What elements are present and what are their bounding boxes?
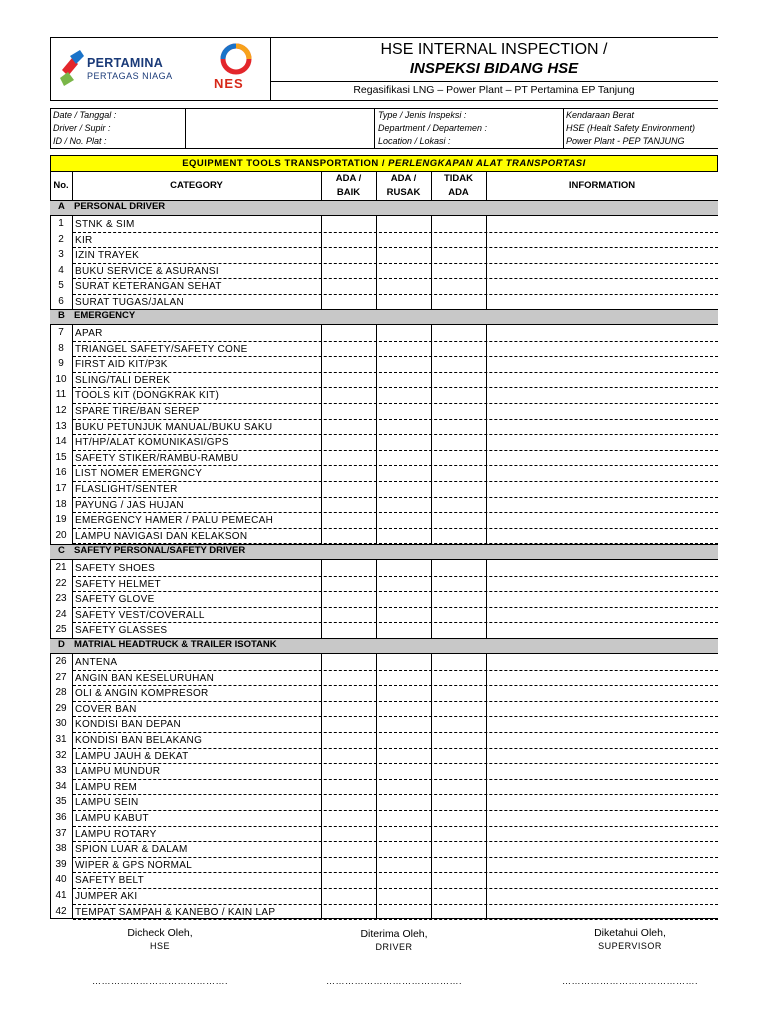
location-label: Location / Lokasi : xyxy=(378,136,451,146)
section-divider xyxy=(50,324,718,325)
row-divider xyxy=(73,247,718,248)
row-category: SAFETY HELMET xyxy=(75,578,161,590)
row-number: 22 xyxy=(55,577,67,589)
info-divider-2 xyxy=(374,108,375,149)
row-category: JUMPER AKI xyxy=(75,891,138,902)
row-category: SURAT KETERANGAN SEHAT xyxy=(75,281,222,293)
logo-sub-text: PERTAGAS NIAGA xyxy=(87,71,173,81)
row-category: TOOLS KIT (DONGKRAK KIT) xyxy=(75,390,220,402)
row-category: SPARE TIRE/BAN SEREP xyxy=(75,406,200,417)
row-category: SPION LUAR & DALAM xyxy=(75,844,188,856)
row-divider xyxy=(73,403,718,404)
sign-mid-role: DRIVER xyxy=(375,942,413,952)
row-category: LAMPU SEIN xyxy=(75,797,139,809)
row-category: ANGIN BAN KESELURUHAN xyxy=(75,672,215,684)
section-divider xyxy=(50,559,718,560)
row-category: COVER BAN xyxy=(75,703,137,715)
col-header-baik-2: BAIK xyxy=(336,187,361,198)
logo-nes-text: NES xyxy=(214,76,244,91)
col-header-baik-1: ADA / xyxy=(335,173,362,184)
row-category: SAFETY VEST/COVERALL xyxy=(75,609,205,621)
row-number: 42 xyxy=(55,905,67,917)
col-header-tidak-2: ADA xyxy=(448,187,469,198)
row-divider xyxy=(73,278,718,279)
row-category: BUKU PETUNJUK MANUAL/BUKU SAKU xyxy=(75,421,273,433)
section-title: SAFETY PERSONAL/SAFETY DRIVER xyxy=(74,545,246,556)
section-title: PERSONAL DRIVER xyxy=(74,201,166,212)
row-divider xyxy=(73,528,718,529)
row-category: FLASLIGHT/SENTER xyxy=(75,484,178,495)
row-divider xyxy=(73,465,718,466)
row-divider xyxy=(73,232,718,233)
date-label: Date / Tanggal : xyxy=(53,110,117,120)
row-number: 32 xyxy=(55,749,67,761)
row-number: 1 xyxy=(58,218,64,229)
row-divider xyxy=(73,434,718,435)
row-category: LAMPU NAVIGASI DAN KELAKSON xyxy=(75,530,248,542)
row-number: 3 xyxy=(58,249,64,261)
row-category: LAMPU ROTARY xyxy=(75,828,157,840)
section-header xyxy=(50,200,718,215)
row-number: 40 xyxy=(55,874,67,886)
row-number: 6 xyxy=(58,296,64,307)
row-divider xyxy=(73,888,718,889)
section-divider xyxy=(50,215,718,216)
row-number: 26 xyxy=(55,656,67,667)
driver-label: Driver / Supir : xyxy=(53,123,111,133)
row-divider xyxy=(73,779,718,780)
row-number: 36 xyxy=(55,812,67,823)
row-category: LIST NOMER EMERGNCY xyxy=(75,468,203,480)
row-number: 24 xyxy=(55,608,67,620)
row-number: 30 xyxy=(55,718,67,730)
section-title: EMERGENCY xyxy=(74,310,136,321)
section-header xyxy=(50,309,718,324)
row-divider xyxy=(73,263,718,264)
row-number: 11 xyxy=(55,389,67,401)
row-divider xyxy=(73,841,718,842)
row-category: LAMPU MUNDUR xyxy=(75,766,161,778)
row-divider xyxy=(73,919,718,920)
row-divider xyxy=(73,481,718,482)
row-divider xyxy=(73,872,718,873)
sign-right-line: ……………………………………. xyxy=(561,976,698,986)
row-divider xyxy=(73,607,718,608)
row-divider xyxy=(73,794,718,795)
row-divider xyxy=(73,341,718,342)
row-divider xyxy=(73,685,718,686)
row-number: 31 xyxy=(55,734,67,745)
row-number: 4 xyxy=(58,264,64,276)
row-divider xyxy=(73,497,718,498)
row-category: PAYUNG / JAS HUJAN xyxy=(75,499,184,511)
row-category: TEMPAT SAMPAH & KANEBO / KAIN LAP xyxy=(75,906,276,918)
row-number: 10 xyxy=(55,373,67,385)
sign-mid-line: ……………………………………. xyxy=(325,976,462,986)
section-header xyxy=(50,638,718,653)
row-divider xyxy=(73,576,718,577)
pertamina-logo-icon xyxy=(58,50,86,86)
row-category: LAMPU KABUT xyxy=(75,813,149,824)
sign-right-role: SUPERVISOR xyxy=(598,941,662,951)
sign-left-role: HSE xyxy=(149,941,170,951)
row-category: LAMPU JAUH & DEKAT xyxy=(75,750,189,762)
page-title-id: INSPEKSI BIDANG HSE xyxy=(409,60,579,77)
row-category: KONDISI BAN BELAKANG xyxy=(75,735,203,746)
info-divider-1 xyxy=(185,108,186,149)
row-category: ANTENA xyxy=(75,657,118,668)
col-header-no: No. xyxy=(53,180,69,191)
row-category: KIR xyxy=(75,234,93,246)
department-value: HSE (Healt Safety Environment) xyxy=(566,123,696,133)
row-number: 20 xyxy=(55,529,67,541)
row-number: 29 xyxy=(55,702,67,714)
row-number: 5 xyxy=(58,280,64,292)
table-title: EQUIPMENT TOOLS TRANSPORTATION / PERLENGKAPAN ALAT TRANSPORTASI xyxy=(50,155,718,172)
row-divider xyxy=(73,387,718,388)
row-number: 12 xyxy=(55,405,67,416)
section-letter: B xyxy=(58,310,65,321)
row-number: 25 xyxy=(55,624,67,636)
row-category: SLING/TALI DEREK xyxy=(75,374,171,386)
section-letter: A xyxy=(58,201,65,212)
info-divider-3 xyxy=(563,108,564,149)
section-letter: C xyxy=(58,545,65,556)
row-category: KONDISI BAN DEPAN xyxy=(75,719,182,731)
page-title: HSE INTERNAL INSPECTION / xyxy=(380,41,608,58)
row-divider xyxy=(73,450,718,451)
row-category: SAFETY GLOVE xyxy=(75,594,155,606)
row-category: FIRST AID KIT/P3K xyxy=(75,359,168,371)
section-divider xyxy=(50,653,718,654)
row-category: STNK & SIM xyxy=(75,219,135,230)
row-divider xyxy=(73,622,718,623)
row-category: SAFETY BELT xyxy=(75,875,145,887)
id-label: ID / No. Plat : xyxy=(53,136,107,146)
row-number: 33 xyxy=(55,765,67,777)
row-number: 23 xyxy=(55,593,67,605)
row-number: 18 xyxy=(55,498,67,510)
row-number: 17 xyxy=(55,483,67,494)
nes-logo-icon xyxy=(216,42,256,76)
row-divider xyxy=(73,512,718,513)
row-divider xyxy=(73,810,718,811)
row-number: 2 xyxy=(58,233,64,245)
row-category: OLI & ANGIN KOMPRESOR xyxy=(75,688,209,700)
row-number: 19 xyxy=(55,514,67,526)
row-divider xyxy=(73,732,718,733)
row-divider xyxy=(73,294,718,295)
col-header-category: CATEGORY xyxy=(170,180,223,191)
row-divider xyxy=(73,904,718,905)
row-category: IZIN TRAYEK xyxy=(75,250,140,262)
row-category: SAFETY SHOES xyxy=(75,563,156,574)
row-divider xyxy=(73,748,718,749)
row-number: 8 xyxy=(58,342,64,354)
section-letter: D xyxy=(58,639,65,650)
section-header xyxy=(50,544,718,559)
row-category: TRIANGEL SAFETY/SAFETY CONE xyxy=(75,343,248,355)
row-number: 39 xyxy=(55,858,67,870)
row-number: 14 xyxy=(55,436,67,448)
row-number: 21 xyxy=(55,562,67,573)
row-divider xyxy=(73,826,718,827)
row-category: APAR xyxy=(75,328,103,339)
page-subtitle: Regasifikasi LNG – Power Plant – PT Pertamina EP Tanjung xyxy=(353,84,635,96)
row-category: SAFETY STIKER/RAMBU-RAMBU xyxy=(75,452,239,464)
row-number: 9 xyxy=(58,358,64,370)
row-category: BUKU SERVICE & ASURANSI xyxy=(75,265,219,277)
row-number: 38 xyxy=(55,843,67,855)
row-number: 27 xyxy=(55,671,67,683)
col-header-tidak-1: TIDAK xyxy=(443,173,474,184)
section-title: MATRIAL HEADTRUCK & TRAILER ISOTANK xyxy=(74,639,277,650)
row-number: 28 xyxy=(55,687,67,699)
sign-left-line: ……………………………………. xyxy=(91,976,228,986)
row-category: SAFETY GLASSES xyxy=(75,625,168,637)
type-value: Kendaraan Berat xyxy=(566,110,635,120)
row-divider xyxy=(73,372,718,373)
row-category: SURAT TUGAS/JALAN xyxy=(75,297,185,308)
row-number: 37 xyxy=(55,827,67,839)
row-divider xyxy=(73,763,718,764)
row-divider xyxy=(73,670,718,671)
row-number: 15 xyxy=(55,451,67,463)
row-divider xyxy=(73,857,718,858)
row-number: 41 xyxy=(55,890,67,901)
row-divider xyxy=(73,701,718,702)
row-category: WIPER & GPS NORMAL xyxy=(75,859,193,871)
sign-left-label: Dicheck Oleh, xyxy=(127,927,193,939)
department-label: Department / Departemen : xyxy=(378,123,488,133)
row-divider xyxy=(73,716,718,717)
logo-brand-text: PERTAMINA xyxy=(87,56,164,70)
row-number: 34 xyxy=(55,780,67,792)
row-divider xyxy=(73,419,718,420)
row-category: LAMPU REM xyxy=(75,781,138,793)
row-number: 7 xyxy=(58,327,64,338)
row-divider xyxy=(73,356,718,357)
col-header-rusak-2: RUSAK xyxy=(386,187,421,198)
row-divider xyxy=(73,591,718,592)
row-category: EMERGENCY HAMER / PALU PEMECAH xyxy=(75,515,274,527)
subtitle-divider xyxy=(270,81,718,82)
row-number: 35 xyxy=(55,796,67,808)
row-category: HT/HP/ALAT KOMUNIKASI/GPS xyxy=(75,437,229,449)
row-number: 13 xyxy=(55,420,67,432)
sign-mid-label: Diterima Oleh, xyxy=(360,928,428,940)
type-label: Type / Jenis Inspeksi : xyxy=(378,110,467,120)
location-value: Power Plant - PEP TANJUNG xyxy=(566,136,685,146)
col-header-rusak-1: ADA / xyxy=(390,173,417,184)
sign-right-label: Diketahui Oleh, xyxy=(594,927,666,939)
row-number: 16 xyxy=(55,467,67,479)
col-header-information: INFORMATION xyxy=(568,180,636,191)
